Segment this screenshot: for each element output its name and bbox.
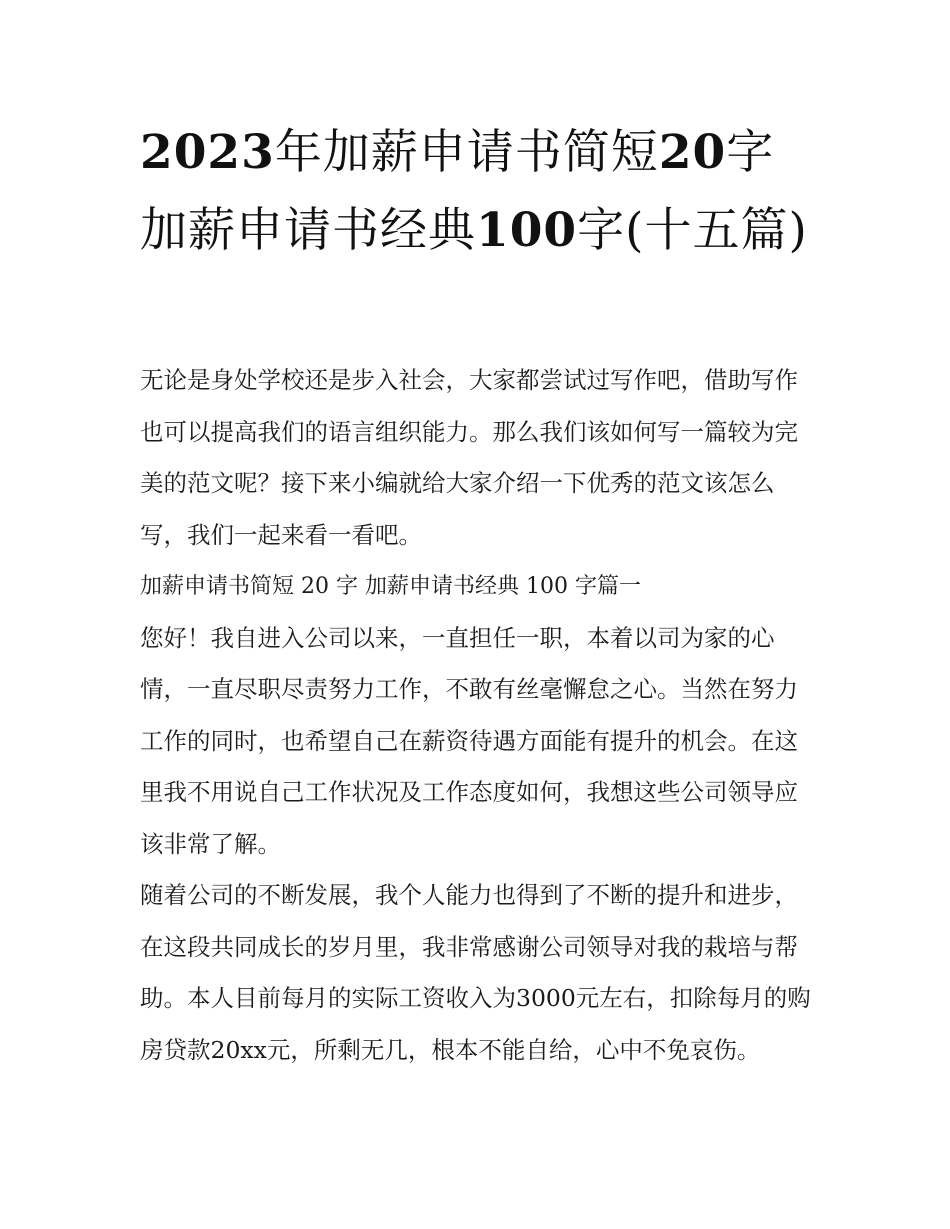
- title-text-4: 字(十五篇): [577, 203, 808, 258]
- body-paragraph-1: 您好！我自进入公司以来，一直担任一职，本着以司为家的心情，一直尽职尽责努力工作，不敢有丝毫懈怠之心。当然在努力工作的同时，也希望自己在薪资待遇方面能有提升的机会。在这里我不用说自己工作状况及工作态度如何，我想这些公司领导应该非常了解。: [140, 623, 798, 858]
- title-number-20: 20: [658, 125, 727, 180]
- title-text-1: 年加薪申请书简短: [274, 125, 659, 180]
- title-text-2: 字: [726, 125, 775, 180]
- title-number-100: 100: [476, 203, 578, 258]
- title-text-3: 加薪申请书经典: [140, 203, 476, 258]
- section-heading: 加薪申请书简短 20 字 加薪申请书经典 100 字篇一: [140, 574, 641, 599]
- body-paragraph-2: 随着公司的不断发展，我个人能力也得到了不断的提升和进步，在这段共同成长的岁月里，我非常感谢公司领导对我的栽培与帮助。本人目前每月的实际工资收入为3000元左右，扣除每月的购房贷款20xx元，所剩无几，根本不能自给，心中不免哀伤。: [140, 881, 811, 1064]
- title-year: 2023: [140, 125, 275, 180]
- document-title: [140, 114, 820, 270]
- document-body: [140, 355, 820, 1076]
- intro-paragraph: 无论是身处学校还是步入社会，大家都尝试过写作吧，借助写作也可以提高我们的语言组织能力。那么我们该如何写一篇较为完美的范文呢？接下来小编就给大家介绍一下优秀的范文该怎么写，我们一起来看一看吧。: [140, 366, 798, 549]
